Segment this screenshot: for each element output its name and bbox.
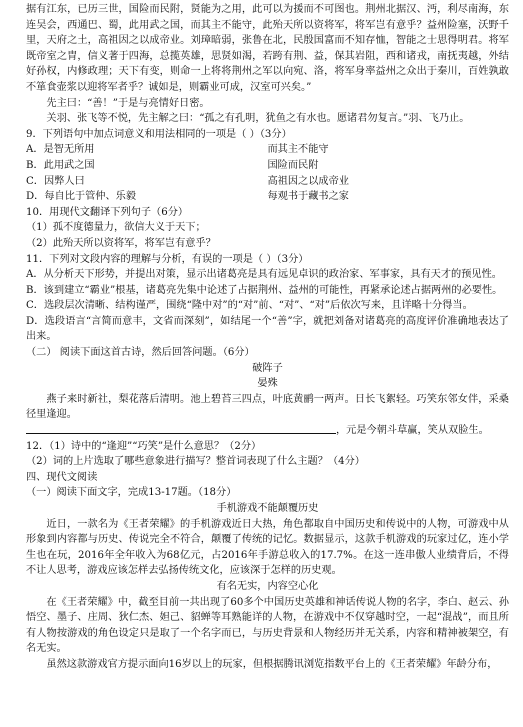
q10-item-1: （1）孤不度德量力，欲信大义于天下； [26,222,206,234]
q11-option-a: A．从分析天下形势，并提出对策，显示出诸葛亮是具有远见卓识的政治家、军事家，具有天才的预见性。 [26,269,502,281]
q12-part-1: 12．（1）诗中的“逢迎”“巧笑”是什么意思？（2分） [26,440,262,452]
q9-options [26,142,509,204]
q10-stem: 10．用现代文翻译下列句子（6分） [26,206,189,218]
poem-author: 晏殊 [257,378,278,390]
article-para-2: 在《王者荣耀》中，截至目前一共出现了60多个中国历史英雄和神话传说人物的名字，李白、赵云、孙悟空、墨子、庄周、狄仁杰、妲己、貂蝉等耳熟能详的人物，在游戏中不仅穿越时空，一起“混战”，而且所有人物按游戏的角色设定只是取了一个名字而已，与历史背景和人物经历并无关系，内容和精神被架空，有名无实。 [26,596,509,655]
passage-para-3: 关羽、张飞等不悦，先主解之曰：“孤之有孔明，犹鱼之有水也。愿诸君勿复言。”羽、飞乃止。 [46,113,470,125]
article-title: 手机游戏不能颠覆历史 [216,503,319,514]
article-para-1: 近日，一款名为《王者荣耀》的手机游戏近日大热，角色都取自中国历史和传说中的人物，可游戏中从形象到内容都与历史、传说完全不符合，颠覆了传统的记忆。数据显示，这款手机游戏的玩家过亿，连小学生也在玩，2016年全年收入为68亿元，占2016年手游总收入的17.7%。在这一连串傲人业绩背后，不得不让人思考，游戏应该怎样去弘扬传统文化，应该深于怎样的历史观。 [26,518,509,577]
poem-line-1: 燕子来时新社，梨花落后清明。池上碧苔三四点，叶底黄鹂一两声。日长飞絮轻。巧笑东邻女伴，采桑径里逢迎。 [26,393,509,421]
poem-line-2 [26,423,509,439]
passage-continuation: 据有江东，已历三世，国险而民附，贤能为之用，此可以为援而不可图也。荆州北据汉、沔，利尽南海，东连吴会，西通巴、蜀，此用武之国，而其主不能守，此殆天所以资将军，将军岂有意乎？益州险塞，沃野千里，天府之土，高祖因之以成帝业。刘璋暗弱，张鲁在北，民殷国富而不知存恤，智能之士思得明君。将军既帝室之胄，信义著于四海，总揽英雄，思贤如渴，若跨有荆、益，保其岩阻，西和诸戎，南抚夷越，外结好孙权，内修政理；天下有变，则命一上将将荆州之军以向宛、洛，将军身率益州之众出于秦川，百姓孰敢不箪食壶浆以迎将军者乎？诚如是，则霸业可成，汉室可兴矣。” [26,4,509,93]
q9-option-a-left: A．是智无所用 [26,144,95,156]
q12-part-2: （2）词的上片选取了哪些意象进行描写？整首词表现了什么主题？（4分） [26,456,365,468]
article-para-3: 虽然这款游戏官方提示面向16岁以上的玩家，但根据腾讯浏览指数平台上的《王者荣耀》年龄分布， [46,658,498,670]
q11-option-b: B．该到建立“霸业”根基，诸葛亮先集中论述了占据荆州、益州的可能性，再紧承论述占据两州的必要性。 [26,284,503,296]
q9-stem: 9．下列语句中加点词意义和用法相同的一项是（ ）（3分） [26,128,292,140]
section2-heading: （二） 阅读下面这首古诗，然后回答问题。（6分） [26,347,255,359]
q11-stem: 11．下列对文段内容的理解与分析，有误的一项是（ ）（3分） [26,253,309,265]
poem-blank-2[interactable] [186,423,336,434]
poem-blank-1[interactable] [26,423,186,434]
poem-title: 破阵子 [252,362,283,374]
poem-line-2-end: ，元是今朝斗草赢，笑从双脸生。 [336,425,489,437]
section4-sub: （一）阅读下面文字，完成13-17题。（18分） [26,487,237,499]
q11-option-c: C．选段层次清晰、结构谨严，围绕“隆中对”的“对”前、“对”、“对”后依次写来，且详略十分得当。 [26,300,473,312]
passage-para-2: 先主曰：“善！”于是与亮情好日密。 [46,97,210,109]
q10-item-2: （2）此殆天所以资将军，将军岂有意乎？ [26,237,216,249]
q9-option-d-left: D．每自比于管仲、乐毅 [26,191,137,203]
q9-option-b-right: 国险而民附 [267,159,319,171]
section4-heading: 四、现代文阅读 [26,471,98,483]
q9-option-c-right: 高祖因之以成帝业 [267,175,349,187]
q9-option-b-left: B．此用武之国 [26,159,95,171]
q9-option-a-right: 而其主不能守 [267,144,329,156]
q9-option-d-right: 每观书于藏书之家 [267,191,349,203]
q11-option-d: D．选段语言“言简而意丰，文省而深刻”，如结尾一个“善”字，就把刘备对诸葛亮的高度评价准确地表达了出来。 [26,315,509,343]
q9-option-c-left: C．因弊人曰 [26,175,85,187]
article-subhead: 有名无实，内容空心化 [216,580,319,592]
